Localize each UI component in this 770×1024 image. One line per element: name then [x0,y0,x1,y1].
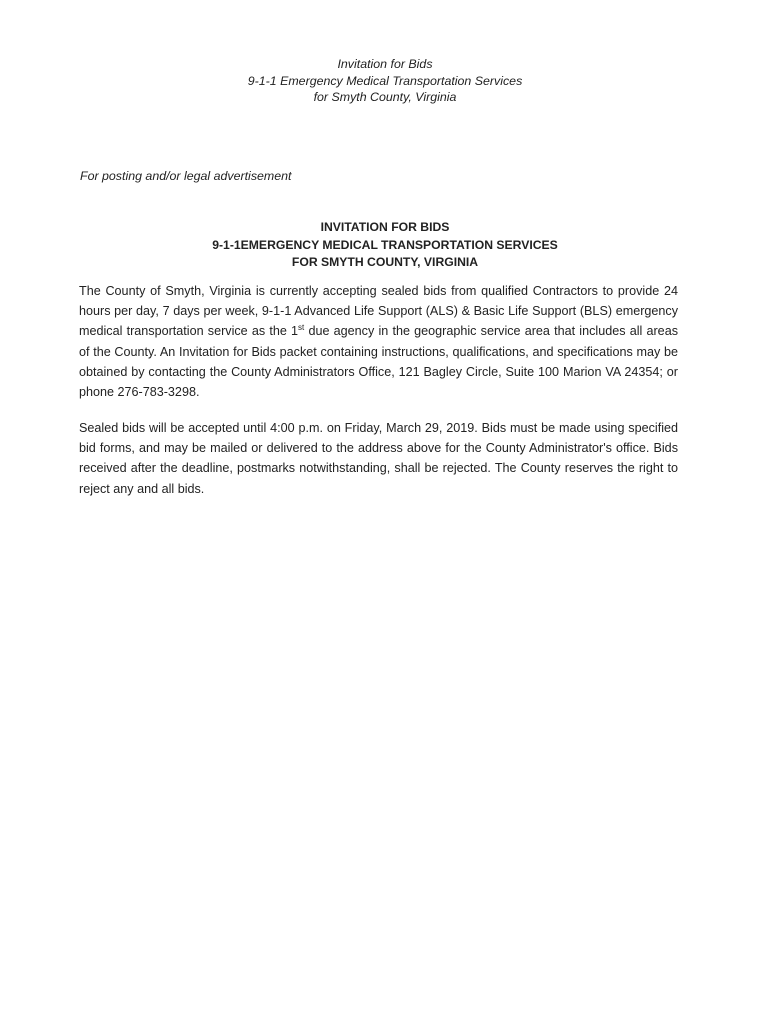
header-title: Invitation for Bids [337,57,433,71]
posting-note: For posting and/or legal advertisement [80,169,292,183]
header-location: for Smyth County, Virginia [313,90,457,104]
paragraph-scope-text-a: The County of Smyth, Virginia is currently accepting sealed bids from qualified Contractors to provide 24 hours per day, 7 days per week, 9-1-1 Advanced Life Support (ALS) & Basic Life Support (BLS) emergency medical transportation service as the 1 [79,284,678,339]
header-subtitle: 9-1-1 Emergency Medical Transportation Services [247,73,523,88]
notice-title [0,219,770,272]
document-header [0,56,770,106]
paragraph-deadline: Sealed bids will be accepted until 4:00 p.m. on Friday, March 29, 2019. Bids must be made using specified bid forms, and may be mailed or delivered to the address above for the County Administrator's office. Bids received after the deadline, postmarks notwithstanding, shall be rejected. The County reserves the right to reject any and all bids. [79,421,678,496]
paragraph-scope-text-b: due agency in the geographic service area that includes all areas of the County. An Invitation for Bids packet containing instructions, qualifications, and specifications may be obtained by contacting the County Administrators Office, 121 Bagley Circle, Suite 100 Marion VA 24354; or phone 276-783-3298. [79,324,678,400]
notice-title-line-1: INVITATION FOR BIDS [320,220,450,234]
notice-title-line-3: FOR SMYTH COUNTY, VIRGINIA [291,255,479,269]
notice-title-line-2: 9-1-1EMERGENCY MEDICAL TRANSPORTATION SERVICES [212,237,558,252]
ordinal-superscript: st [298,323,305,333]
paragraph-scope [79,281,678,402]
